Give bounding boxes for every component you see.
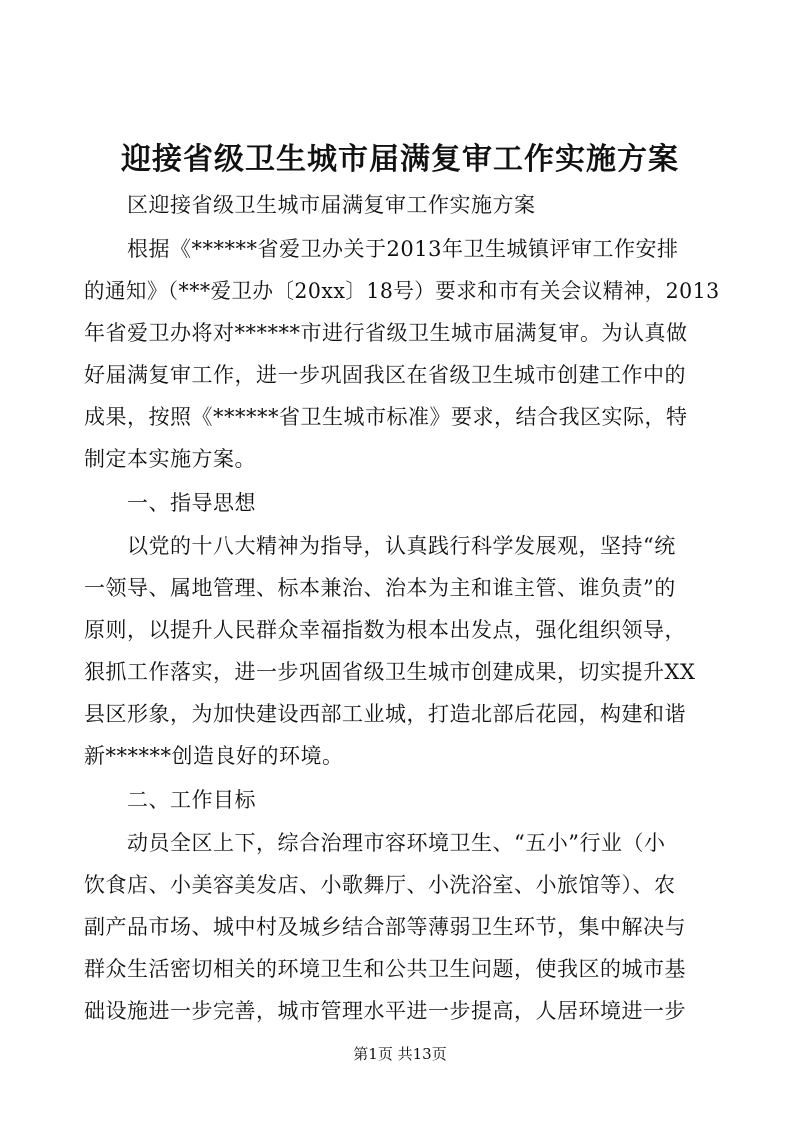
paragraph-line: 的通知》（***爱卫办〔20xx〕18号）要求和市有关会议精神，2013	[84, 279, 720, 303]
paragraph-line: 根据《******省爱卫办关于2013年卫生城镇评审工作安排	[84, 237, 679, 261]
paragraph-line: 原则，以提升人民群众幸福指数为根本出发点，强化组织领导，	[84, 618, 686, 642]
paragraph-line: 副产品市场、城中村及城乡结合部等薄弱卫生环节，集中解决与	[84, 915, 686, 939]
paragraph-line: 区迎接省级卫生城市届满复审工作实施方案	[84, 193, 536, 217]
paragraph-line: 础设施进一步完善，城市管理水平进一步提高，人居环境进一步	[84, 999, 686, 1023]
document-title: 迎接省级卫生城市届满复审工作实施方案	[121, 142, 679, 177]
paragraph-line: 狠抓工作落实，进一步巩固省级卫生城市创建成果，切实提升XX	[84, 660, 696, 684]
paragraph-line: 群众生活密切相关的环境卫生和公共卫生问题，使我区的城市基	[84, 957, 686, 981]
paragraph-line: 饮食店、小美容美发店、小歌舞厅、小洗浴室、小旅馆等）、农	[84, 873, 676, 897]
paragraph-line: 制定本实施方案。	[84, 447, 256, 471]
paragraph-line: 县区形象，为加快建设西部工业城，打造北部后花园，构建和谐	[84, 702, 686, 726]
paragraph-line: 以党的十八大精神为指导，认真践行科学发展观，坚持“统	[84, 534, 676, 558]
page-number: 第1页 共13页	[353, 1045, 447, 1063]
paragraph-line: 好届满复审工作，进一步巩固我区在省级卫生城市创建工作中的	[84, 363, 686, 387]
section-heading: 二、工作目标	[84, 788, 256, 812]
paragraph-line: 成果，按照《******省卫生城市标准》要求，结合我区实际，特	[84, 405, 688, 429]
paragraph-line: 一领导、属地管理、标本兼治、治本为主和谁主管、谁负责”的	[84, 576, 676, 600]
paragraph-line: 年省爱卫办将对******市进行省级卫生城市届满复审。为认真做	[84, 321, 688, 345]
paragraph-line: 动员全区上下，综合治理市容环境卫生、“五小”行业（小	[84, 831, 666, 855]
paragraph-line: 新******创造良好的环境。	[84, 744, 344, 768]
section-heading: 一、指导思想	[84, 491, 256, 515]
